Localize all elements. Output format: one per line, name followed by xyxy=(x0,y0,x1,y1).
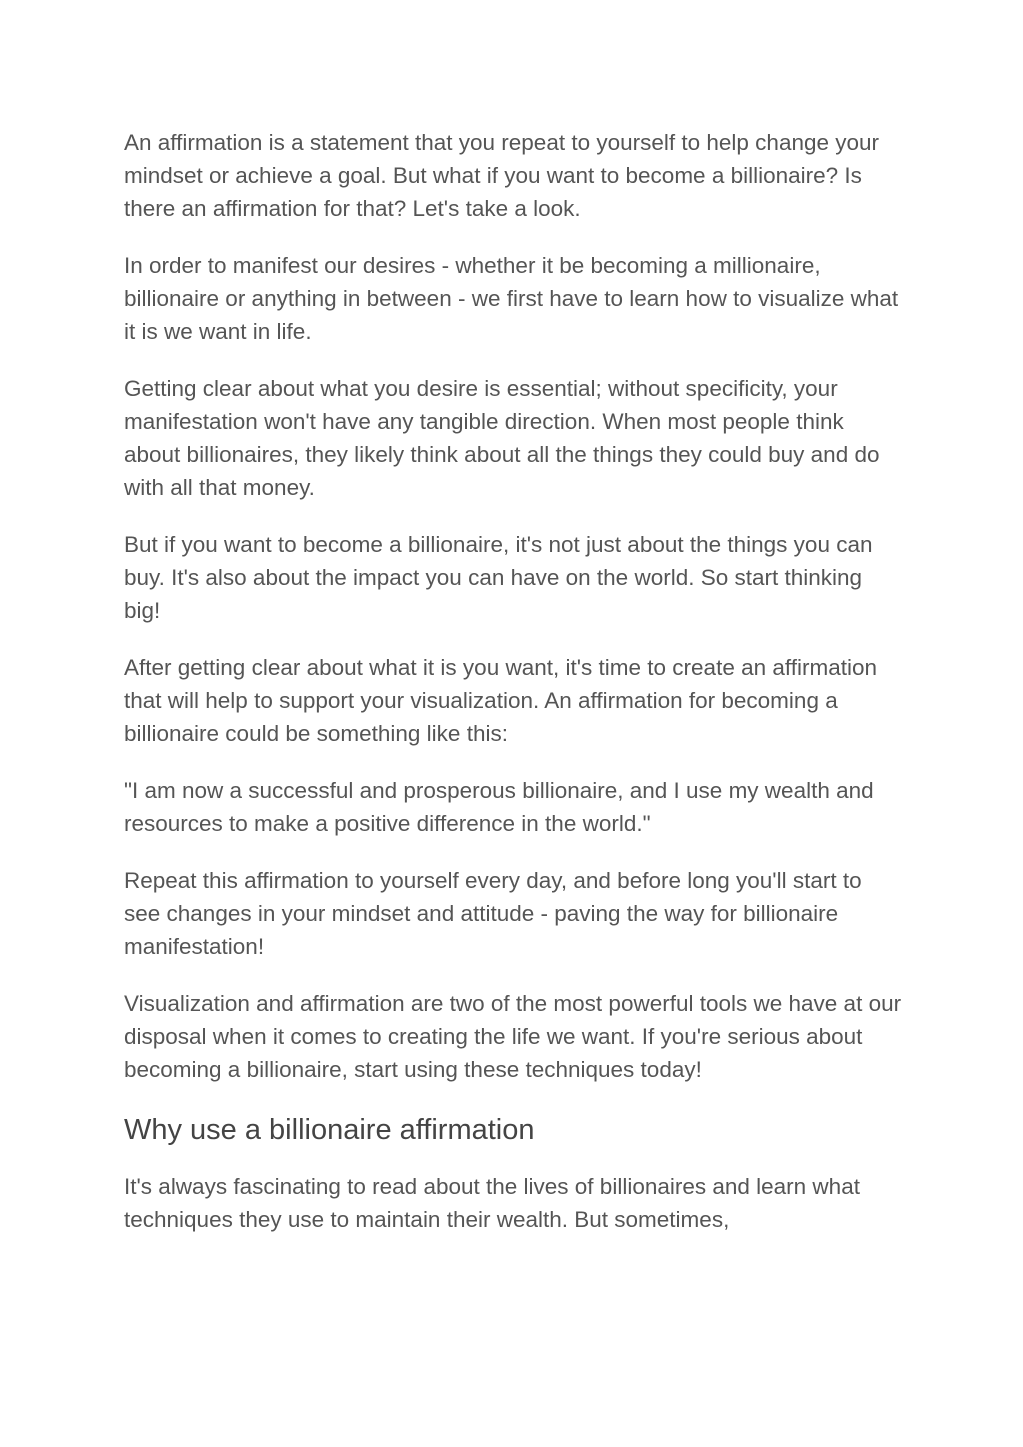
paragraph-intro-2: In order to manifest our desires - whether it be becoming a millionaire, billionaire or anything in between - we first have to learn how to visualize what it is we want in life. xyxy=(124,253,899,344)
document-page xyxy=(124,126,904,1260)
paragraph-intro-7: Repeat this affirmation to yourself every day, and before long you'll start to see changes in your mindset and attitude - paving the way for billionaire manifestation! xyxy=(124,868,862,959)
paragraph-intro-3: Getting clear about what you desire is essential; without specificity, your manifestation won't have any tangible direction. When most people think about billionaires, they likely think about all the things they could buy and do with all that money. xyxy=(124,376,880,500)
affirmation-quote: "I am now a successful and prosperous billionaire, and I use my wealth and resources to make a positive difference in the world." xyxy=(124,778,874,836)
paragraph-intro-1: An affirmation is a statement that you repeat to yourself to help change your mindset or achieve a goal. But what if you want to become a billionaire? Is there an affirmation for that? Let's take a look. xyxy=(124,130,880,221)
paragraph-section-1: It's always fascinating to read about the lives of billionaires and learn what techniques they use to maintain their wealth. But sometimes, xyxy=(124,1174,860,1232)
paragraph-intro-8: Visualization and affirmation are two of the most powerful tools we have at our disposal when it comes to creating the life we want. If you're serious about becoming a billionaire, start using these techniques today! xyxy=(124,991,902,1082)
paragraph-intro-5: After getting clear about what it is you want, it's time to create an affirmation that will help to support your visualization. An affirmation for becoming a billionaire could be something like this: xyxy=(124,655,878,746)
paragraph-intro-4: But if you want to become a billionaire, it's not just about the things you can buy. It's also about the impact you can have on the world. So start thinking big! xyxy=(124,532,873,623)
section-heading: Why use a billionaire affirmation xyxy=(124,1114,535,1146)
